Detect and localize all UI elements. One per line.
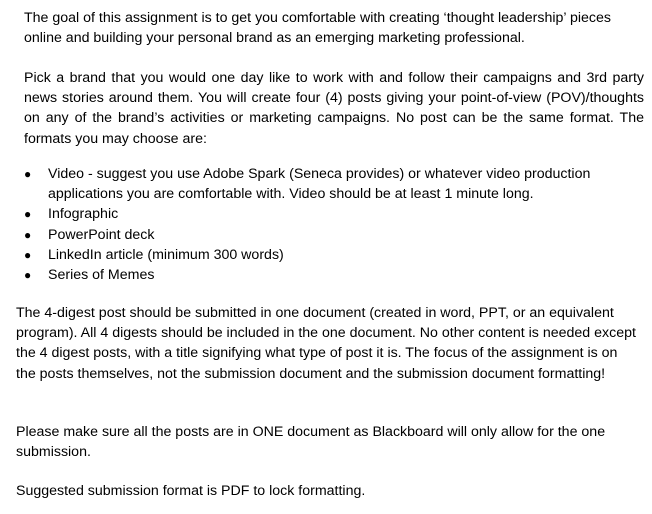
bullet-icon: ●	[24, 227, 32, 242]
instructions-paragraph: Pick a brand that you would one day like to work with and follow their campaigns and 3rd party news stories around them. You will create four (4) posts giving your point-of-view (POV)/thoughts on any of the brand’s activities or marketing campaigns. No post can be the same format. The formats you may choose are:	[24, 70, 644, 147]
bullet-icon: ●	[24, 268, 32, 283]
list-item-text: Series of Memes	[48, 267, 155, 284]
format-paragraph: Suggested submission format is PDF to lock formatting.	[16, 483, 366, 499]
one-document-paragraph: Please make sure all the posts are in ONE document as Blackboard will only allow for the one submission.	[16, 424, 606, 461]
bullet-icon: ●	[24, 167, 32, 181]
list-item	[24, 164, 624, 204]
list-item	[24, 204, 624, 224]
list-item-text: PowerPoint deck	[48, 226, 155, 243]
format-list	[24, 164, 624, 285]
list-item	[24, 225, 624, 245]
list-item-text: Video - suggest you use Adobe Spark (Seneca provides) or whatever video production applications you are comfortable with. Video should be at least 1 minute long.	[48, 166, 591, 203]
list-item-text: Infographic	[48, 206, 119, 223]
list-item	[24, 245, 624, 265]
bullet-icon: ●	[24, 247, 32, 262]
list-item-text: LinkedIn article (minimum 300 words)	[48, 246, 284, 263]
bullet-icon: ●	[24, 207, 32, 222]
intro-paragraph: The goal of this assignment is to get you comfortable with creating ‘thought leadership’ pieces online and building your personal brand as an emerging marketing professional.	[24, 10, 612, 47]
list-item	[24, 265, 624, 285]
submission-paragraph: The 4-digest post should be submitted in one document (created in word, PPT, or an equivalent program). All 4 digests should be included in the one document. No other content is needed except the 4 digest posts, with a title signifying what type of post it is. The focus of the assignment is on the posts themselves, not the submission document and the submission document formatting!	[16, 305, 636, 382]
